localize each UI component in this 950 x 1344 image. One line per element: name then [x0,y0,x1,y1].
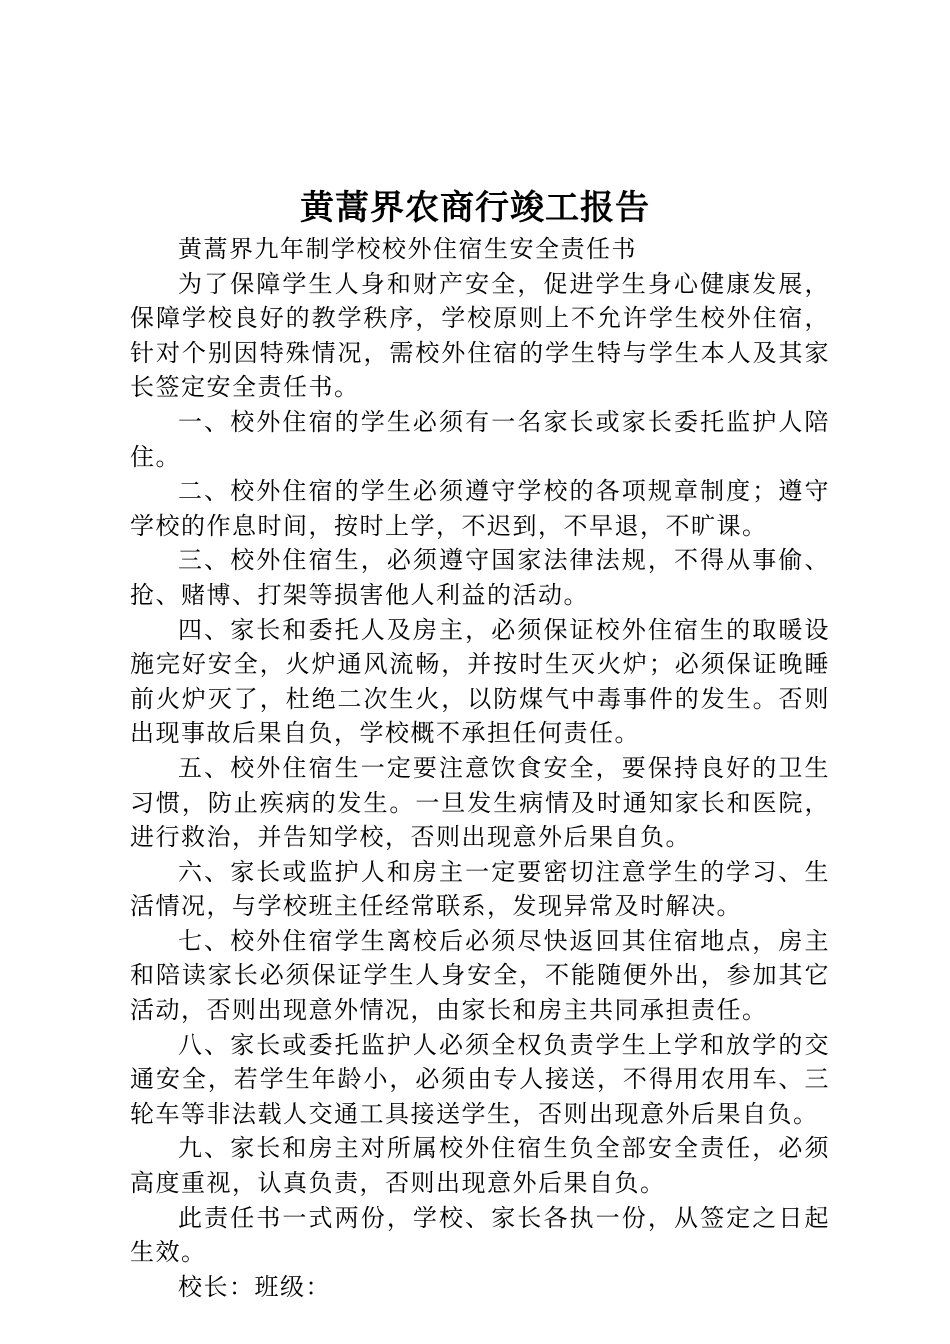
paragraph-clause-1: 一、校外住宿的学生必须有一名家长或家长委托监护人陪住。 [130,407,830,471]
paragraph-clause-5: 五、校外住宿生一定要注意饮食安全，要保持良好的卫生习惯，防止疾病的发生。一旦发生病情及时通知家长和医院，进行救治，并告知学校，否则出现意外后果自负。 [130,753,830,852]
document-title: 黄蒿界农商行竣工报告 [300,188,650,228]
signature-line: 校长：班级： [178,1272,331,1301]
paragraph-clause-9: 九、家长和房主对所属校外住宿生负全部安全责任，必须高度重视，认真负责，否则出现意外后果自负。 [130,1134,830,1198]
paragraph-subtitle: 黄蒿界九年制学校校外住宿生安全责任书 [178,235,637,263]
paragraph-clause-6: 六、家长或监护人和房主一定要密切注意学生的学习、生活情况，与学校班主任经常联系，发现异常及时解决。 [130,857,830,921]
paragraph-clause-2: 二、校外住宿的学生必须遵守学校的各项规章制度；遵守学校的作息时间，按时上学，不迟到，不早退，不旷课。 [130,477,830,540]
paragraph-intro: 为了保障学生人身和财产安全，促进学生身心健康发展，保障学校良好的教学秩序，学校原则上不允许学生校外住宿，针对个别因特殊情况，需校外住宿的学生特与学生本人及其家长签定安全责任书。 [130,269,830,402]
document-body [130,232,830,1304]
paragraph-clause-7: 七、校外住宿学生离校后必须尽快返回其住宿地点，房主和陪读家长必须保证学生人身安全，不能随便外出，参加其它活动，否则出现意外情况，由家长和房主共同承担责任。 [130,926,830,1025]
paragraph-copies: 此责任书一式两份，学校、家长各执一份，从签定之日起生效。 [130,1203,830,1267]
paragraph-clause-8: 八、家长或委托监护人必须全权负责学生上学和放学的交通安全，若学生年龄小，必须由专人接送，不得用农用车、三轮车等非法载人交通工具接送学生，否则出现意外后果自负。 [130,1030,830,1128]
paragraph-clause-3: 三、校外住宿生，必须遵守国家法律法规，不得从事偷、抢、赌博、打架等损害他人利益的活动。 [130,546,830,609]
paragraph-clause-4: 四、家长和委托人及房主，必须保证校外住宿生的取暖设施完好安全，火炉通风流畅，并按时生灭火炉；必须保证晚睡前火炉灭了，杜绝二次生火，以防煤气中毒事件的发生。否则出现事故后果自负，学校概不承担任何责任。 [130,615,830,748]
